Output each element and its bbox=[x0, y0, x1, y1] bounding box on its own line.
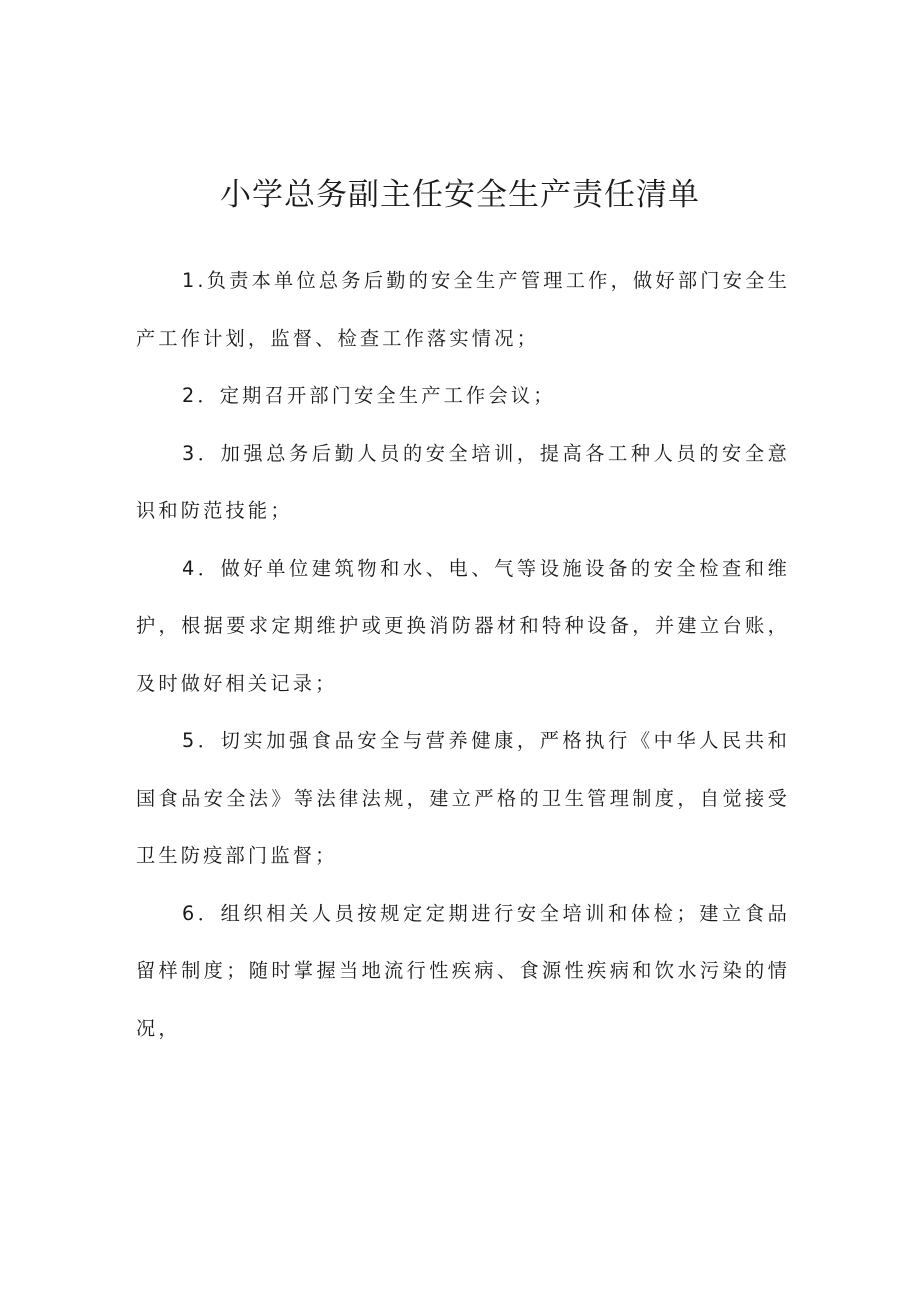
paragraph-item-2: 2．定期召开部门安全生产工作会议； bbox=[182, 384, 556, 407]
paragraph-item-5: 5．切实加强食品安全与营养健康，严格执行《中华人民共和国食品安全法》等法律法规，建立严格的卫生管理制度，自觉接受卫生防疫部门监督； bbox=[136, 729, 790, 867]
paragraph-item-4: 4．做好单位建筑物和水、电、气等设施设备的安全检查和维护，根据要求定期维护或更换消防器材和特种设备，并建立台账，及时做好相关记录； bbox=[136, 556, 790, 695]
paragraph-item-1: 1.负责本单位总务后勤的安全生产管理工作，做好部门安全生产工作计划，监督、检查工作落实情况； bbox=[136, 269, 790, 350]
paragraph-item-6: 6．组织相关人员按规定定期进行安全培训和体检；建立食品留样制度；随时掌握当地流行性疾病、食源性疾病和饮水污染的情况， bbox=[136, 901, 790, 1040]
document-title: 小学总务副主任安全生产责任清单 bbox=[220, 177, 700, 213]
paragraph-item-3: 3．加强总务后勤人员的安全培训，提高各工种人员的安全意识和防范技能； bbox=[136, 441, 790, 522]
document-body bbox=[136, 252, 790, 1057]
